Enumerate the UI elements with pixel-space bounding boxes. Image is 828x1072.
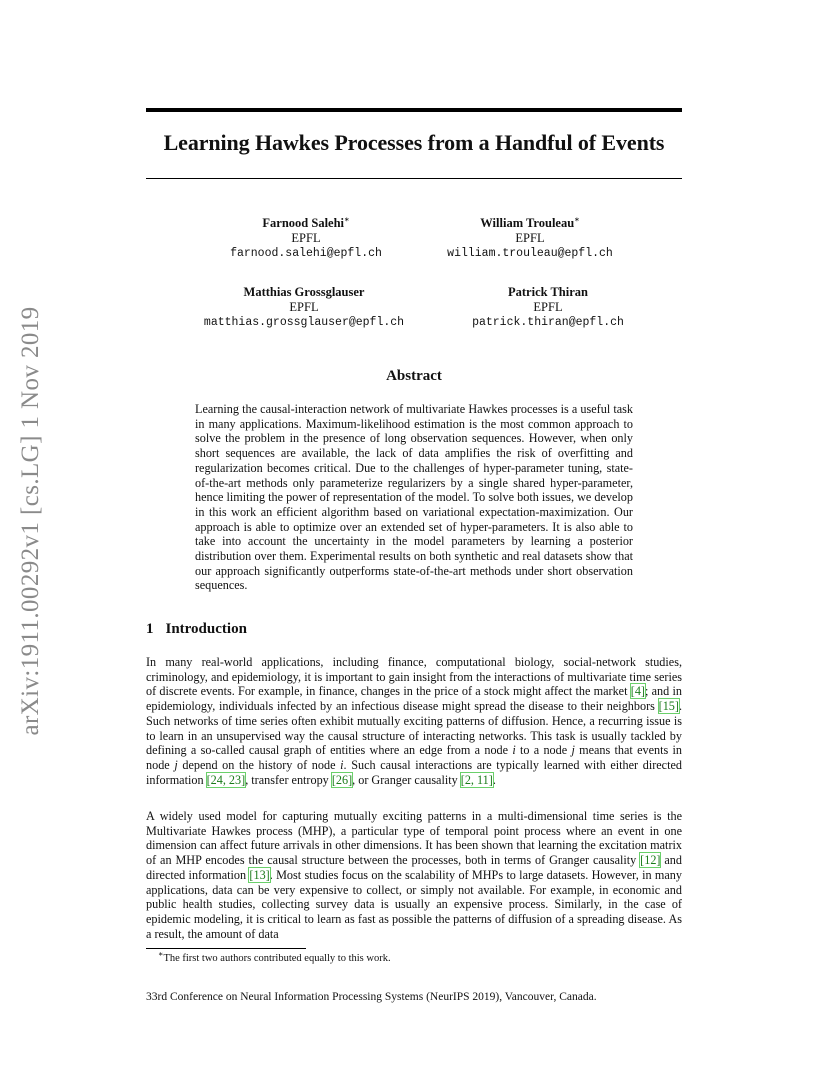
author-block-2 [400, 216, 660, 261]
footnote-marker: ∗ [158, 949, 164, 959]
math-var: i [512, 743, 516, 758]
citation-link[interactable]: [2, 11] [460, 772, 493, 787]
author-name: Matthias Grossglauser [243, 285, 365, 299]
author-affiliation: EPFL [289, 300, 319, 314]
math-var: j [571, 743, 575, 758]
math-var: i [340, 757, 344, 772]
footnote-rule [146, 948, 306, 949]
arxiv-stamp [8, 287, 54, 755]
arxiv-stamp-text: arXiv:1911.00292v1 [cs.LG] 1 Nov 2019 [17, 306, 44, 736]
citation-link[interactable]: [24, 23] [206, 772, 246, 787]
intro-paragraph-1: In many real-world applications, including finance, computational biology, social-network studies, criminology, and epidemiology, it is important to gain insight from the interactions of multivariate time series of discrete events. For example, in finance, changes in the price of a stock might affect the market [4]; and in epidemiology, individuals infected by an infectious disease might spread the disease to their neighbors [15]. Such networks of time series often exhibit mutually exciting patterns of diffusion. Hence, a recurring issue is to learn in an unsupervised way the causal structure of interacting networks. This task is usually tackled by defining a so-called causal graph of entities where an edge from a node i to a node j means that events in node j depend on the history of node i. Such causal interactions are typically learned with either directed information [24, 23], transfer entropy [26], or Granger causality [2, 11]. [146, 655, 682, 787]
title-rule-bottom [146, 178, 682, 179]
section-heading [146, 621, 247, 638]
abstract-heading: Abstract [386, 368, 442, 384]
author-block-3 [174, 285, 434, 330]
citation-link[interactable]: [4] [630, 684, 645, 699]
section-title: Introduction [165, 621, 247, 637]
title-rule-top [146, 108, 682, 112]
author-affiliation: EPFL [515, 231, 545, 245]
abstract-text: Learning the causal-interaction network of multivariate Hawkes processes is a useful task in many applications. Maximum-likelihood estimation is the most common approach to solve the problem in the presence of long observation sequences. However, when only short sequences are available, the lack of data amplifies the risk of overfitting and regularization becomes critical. Due to the challenges of hyper-parameter tuning, state-of-the-art methods only parameterize regularizers by a single shared hyper-parameter, hence limiting the power of representation of the model. To solve both issues, we develop in this work an efficient algorithm based on variational expectation-maximization. Our approach is able to optimize over an extended set of hyper-parameters. It is also able to take into account the uncertainty in the model parameters by learning a posterior distribution over them. Experimental results on both synthetic and real datasets show that our approach significantly outperforms state-of-the-art methods under short observation sequences. [195, 402, 633, 593]
author-name: Farnood Salehi∗ [262, 214, 350, 230]
author-affiliation: EPFL [533, 300, 563, 314]
conference-footer: 33rd Conference on Neural Information Processing Systems (NeurIPS 2019), Vancouver, Canada. [146, 991, 597, 1003]
author-email[interactable]: farnood.salehi@epfl.ch [230, 247, 382, 260]
author-name: William Trouleau∗ [480, 214, 580, 230]
citation-link[interactable]: [13] [249, 867, 270, 882]
section-number: 1 [146, 621, 154, 637]
intro-paragraph-2: A widely used model for capturing mutually exciting patterns in a multi-dimensional time series is the Multivariate Hawkes process (MHP), a particular type of temporal point process where an event in one dimension can affect future arrivals in other dimensions. It has been shown that learning the excitation matrix of an MHP encodes the causal structure between the processes, both in terms of Granger causality [12] and directed information [13]. Most studies focus on the scalability of MHPs to large datasets. However, in many applications, data can be very expensive to collect, or simply not available. For example, in economic and public health studies, collecting survey data is usually an expensive process. Similarly, in the case of epidemic modeling, it is critical to learn as fast as possible the patterns of diffusion of a spreading disease. As a result, the amount of data [146, 809, 682, 941]
citation-link[interactable]: [26] [331, 772, 353, 787]
author-affiliation: EPFL [291, 231, 321, 245]
author-block-4 [418, 285, 678, 330]
author-email[interactable]: patrick.thiran@epfl.ch [472, 316, 624, 329]
citation-link[interactable]: [15] [658, 699, 679, 714]
footnote [158, 949, 391, 964]
math-var: j [174, 757, 178, 772]
paper-title: Learning Hawkes Processes from a Handful of Events [163, 130, 665, 155]
author-name: Patrick Thiran [508, 285, 588, 299]
author-email[interactable]: william.trouleau@epfl.ch [447, 247, 613, 260]
author-block-1 [176, 216, 436, 261]
citation-link[interactable]: [12] [640, 853, 661, 868]
footnote-text: The first two authors contributed equally to this work. [163, 953, 391, 964]
author-email[interactable]: matthias.grossglauser@epfl.ch [203, 316, 405, 329]
